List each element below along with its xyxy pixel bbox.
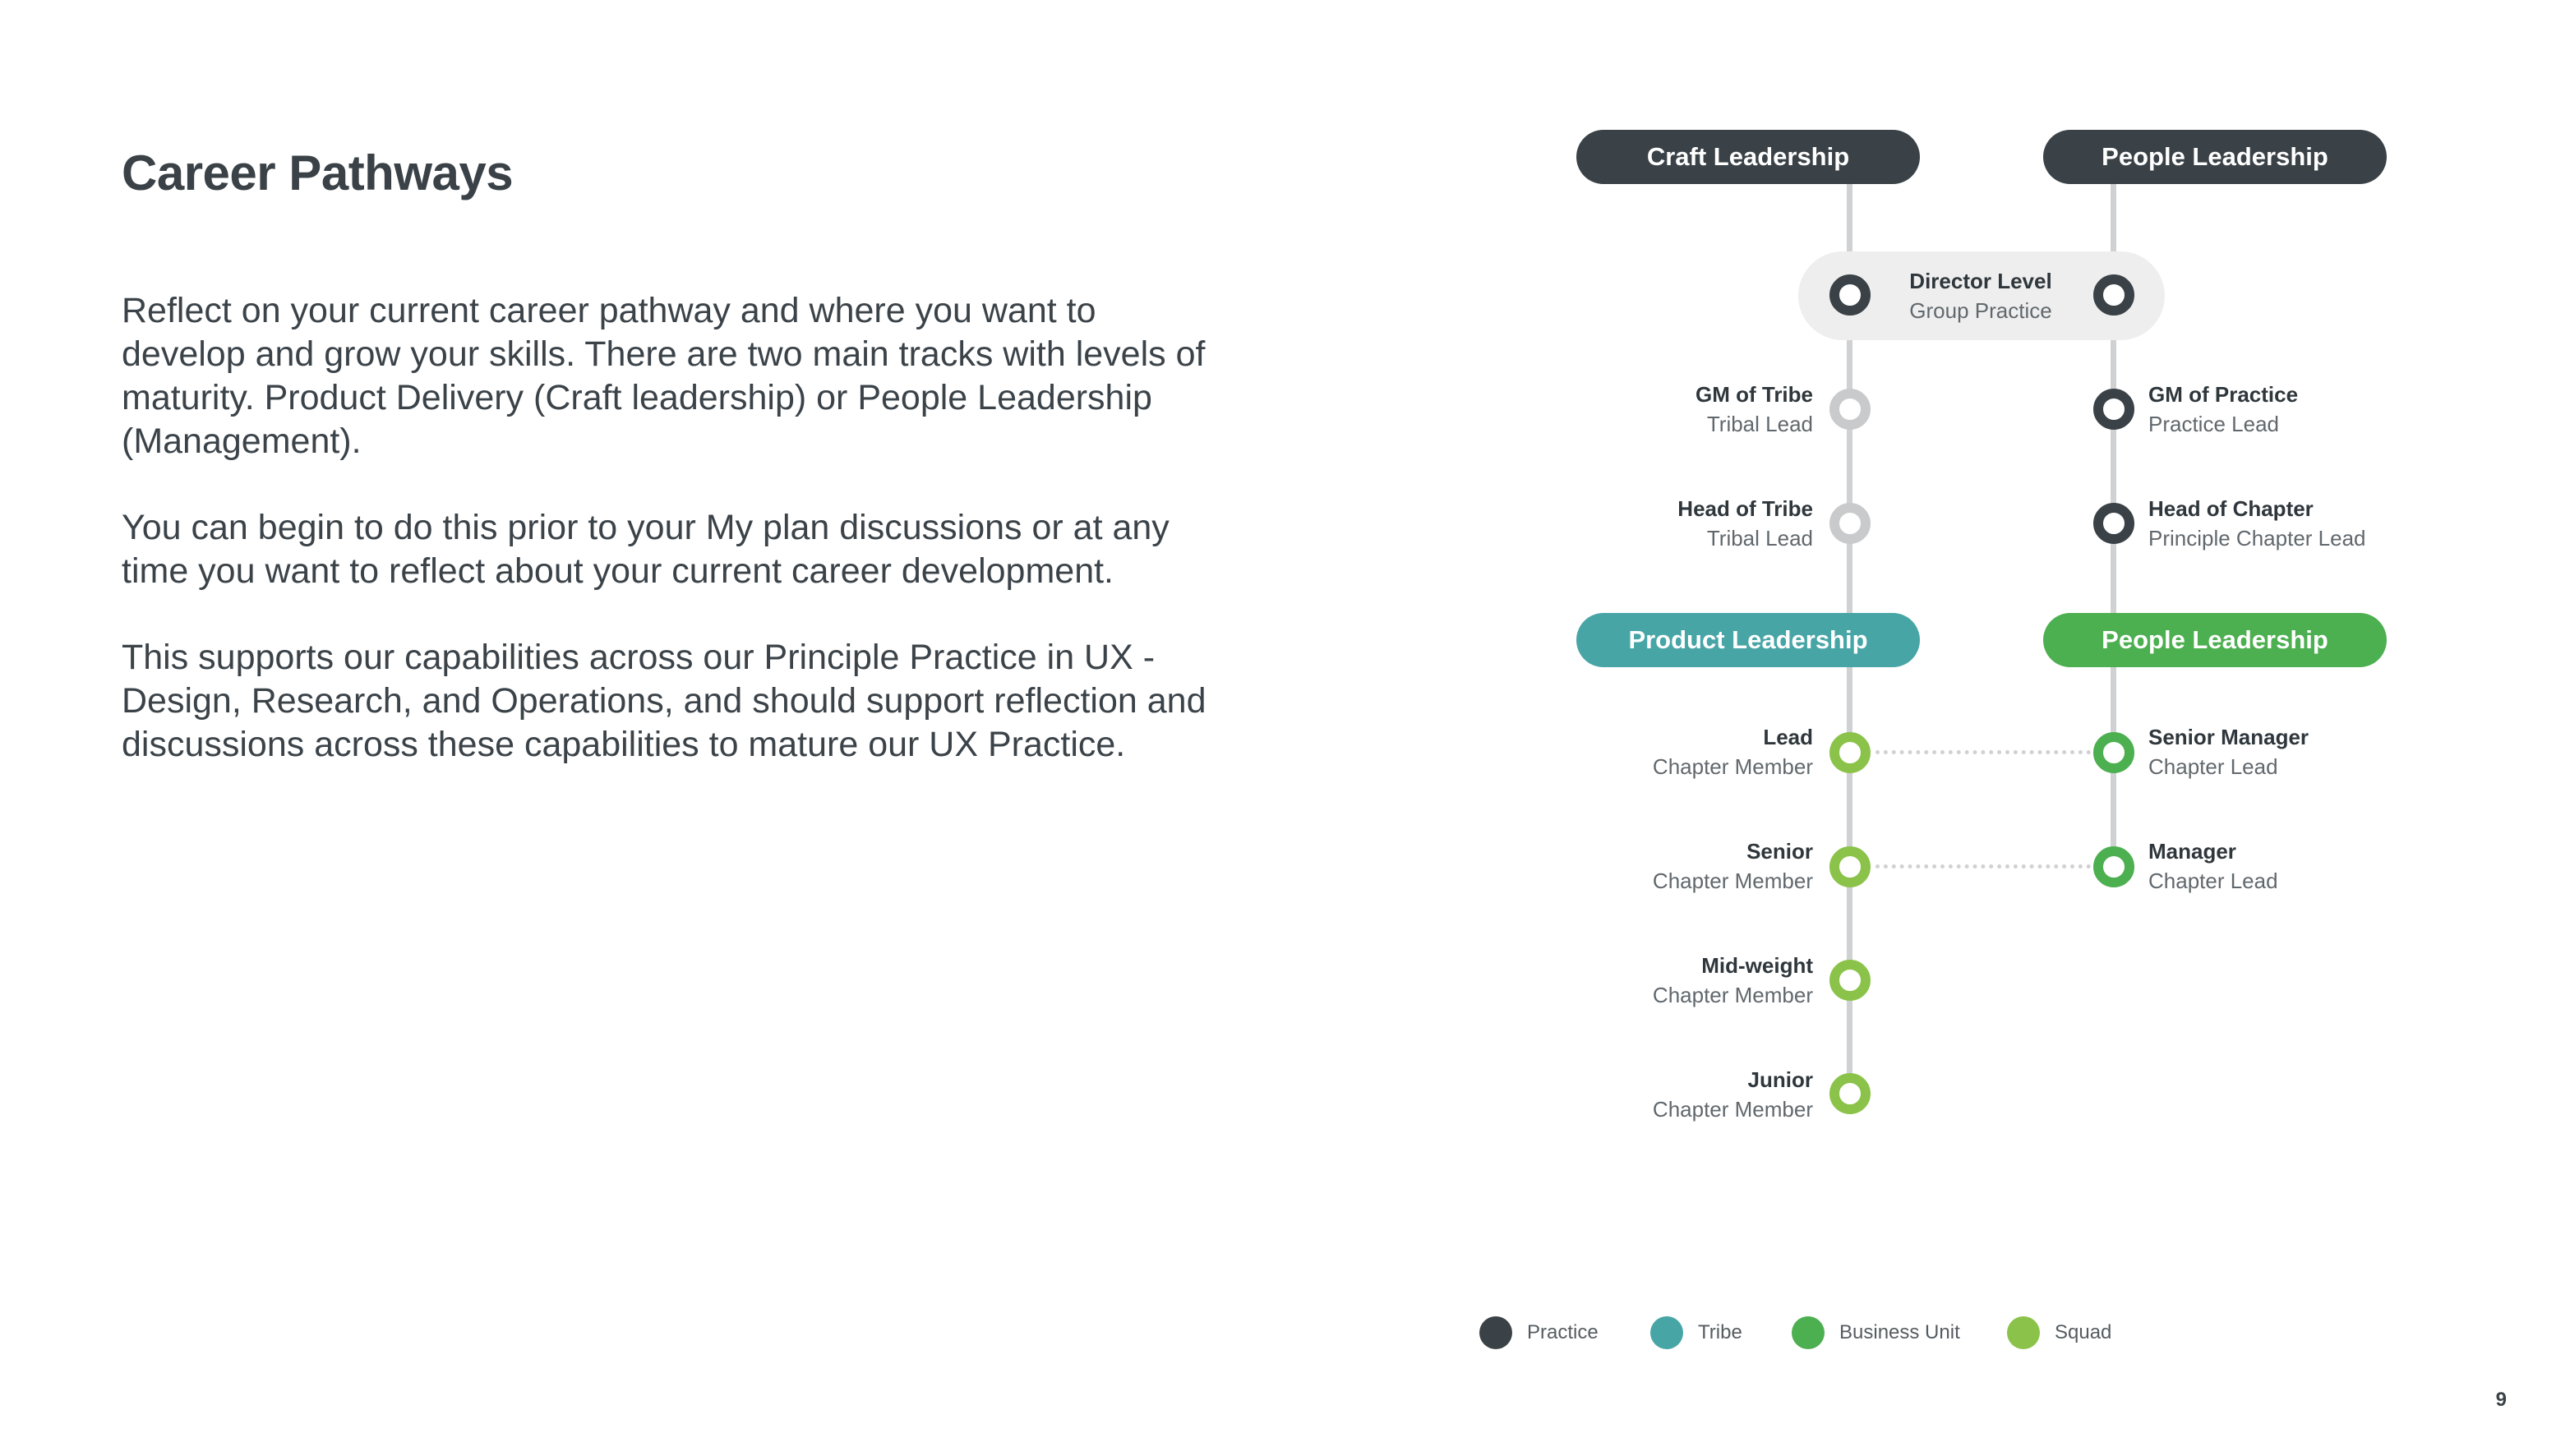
director-right-node [2093,274,2134,316]
senior-manager-node [2093,732,2134,773]
director-subtitle: Group Practice [1909,298,2052,323]
gm-of-tribe-node [1829,389,1871,430]
role-title: GM of Tribe [1696,382,1813,407]
page-number: 9 [2495,1389,2507,1411]
role-title: GM of Practice [2148,382,2299,407]
senior-to-manager-connector [1875,864,2091,869]
role-title: Head of Chapter [2148,496,2314,521]
role-label-senior-manager [2148,722,2494,781]
legend-label: Business Unit [1839,1321,1960,1343]
role-label-mid-weight [1479,951,1813,1010]
senior-node [1829,846,1871,887]
director-title: Director Level [1909,269,2052,293]
role-title: Senior Manager [2148,725,2309,749]
mid-weight-node [1829,960,1871,1001]
intro-paragraph: You can begin to do this prior to your My plan discussions or at any time you want to reflect about your current career development. [122,508,1170,591]
head-of-chapter-node [2093,503,2134,544]
role-title: Senior [1746,839,1813,864]
role-subtitle: Chapter Member [1652,1097,1813,1122]
role-subtitle: Chapter Lead [2148,754,2278,779]
lead-node [1829,732,1871,773]
role-label-head-of-chapter [2148,494,2494,553]
role-subtitle: Chapter Member [1652,754,1813,779]
role-subtitle: Chapter Lead [2148,869,2278,893]
junior-node [1829,1073,1871,1114]
role-label-junior [1479,1065,1813,1124]
role-title: Lead [1763,725,1813,749]
legend-label: Tribe [1698,1321,1742,1343]
manager-node [2093,846,2134,887]
legend-label: Practice [1527,1321,1599,1343]
role-label-manager [2148,836,2494,896]
intro-paragraph: Reflect on your current career pathway and where you want to develop and grow your skills. There are two main tracks with levels of maturity. Product Delivery (Craft leadership) or People Leadership (Management). [122,291,1206,461]
legend-item-squad [2007,1315,2111,1351]
role-subtitle: Chapter Member [1652,983,1813,1007]
role-subtitle: Tribal Lead [1706,412,1813,436]
director-level-label [1882,266,2079,325]
legend-item-tribe [1650,1315,1742,1351]
tribe-dot-icon [1650,1316,1683,1349]
product-leadership-pill: Product Leadership [1576,613,1920,667]
legend-item-practice [1479,1315,1599,1351]
role-label-gm-of-practice [2148,380,2494,439]
people-leadership-lower-pill: People Leadership [2043,613,2387,667]
role-subtitle: Practice Lead [2148,412,2279,436]
intro-paragraph: This supports our capabilities across our Principle Practice in UX - Design, Research, and Operations, and should support reflection and discussions across these capabilities to mature our UX Practice. [122,638,1206,764]
role-subtitle: Principle Chapter Lead [2148,526,2366,551]
role-subtitle: Chapter Member [1652,869,1813,893]
business-unit-dot-icon [1792,1316,1825,1349]
role-label-lead [1479,722,1813,781]
role-label-head-of-tribe [1479,494,1813,553]
craft-leadership-pill: Craft Leadership [1576,130,1920,184]
lead-to-senior-manager-connector [1875,750,2091,754]
role-label-gm-of-tribe [1479,380,1813,439]
practice-dot-icon [1479,1316,1512,1349]
legend-label: Squad [2055,1321,2112,1343]
page-title: Career Pathways [122,145,514,200]
role-subtitle: Tribal Lead [1706,526,1813,551]
role-title: Junior [1747,1067,1813,1092]
role-label-senior [1479,836,1813,896]
director-left-node [1829,274,1871,316]
role-title: Head of Tribe [1677,496,1813,521]
role-title: Mid-weight [1701,953,1813,978]
head-of-tribe-node [1829,503,1871,544]
squad-dot-icon [2007,1316,2040,1349]
gm-of-practice-node [2093,389,2134,430]
role-title: Manager [2148,839,2236,864]
people-leadership-pill: People Leadership [2043,130,2387,184]
legend-item-business-unit [1792,1315,1960,1351]
